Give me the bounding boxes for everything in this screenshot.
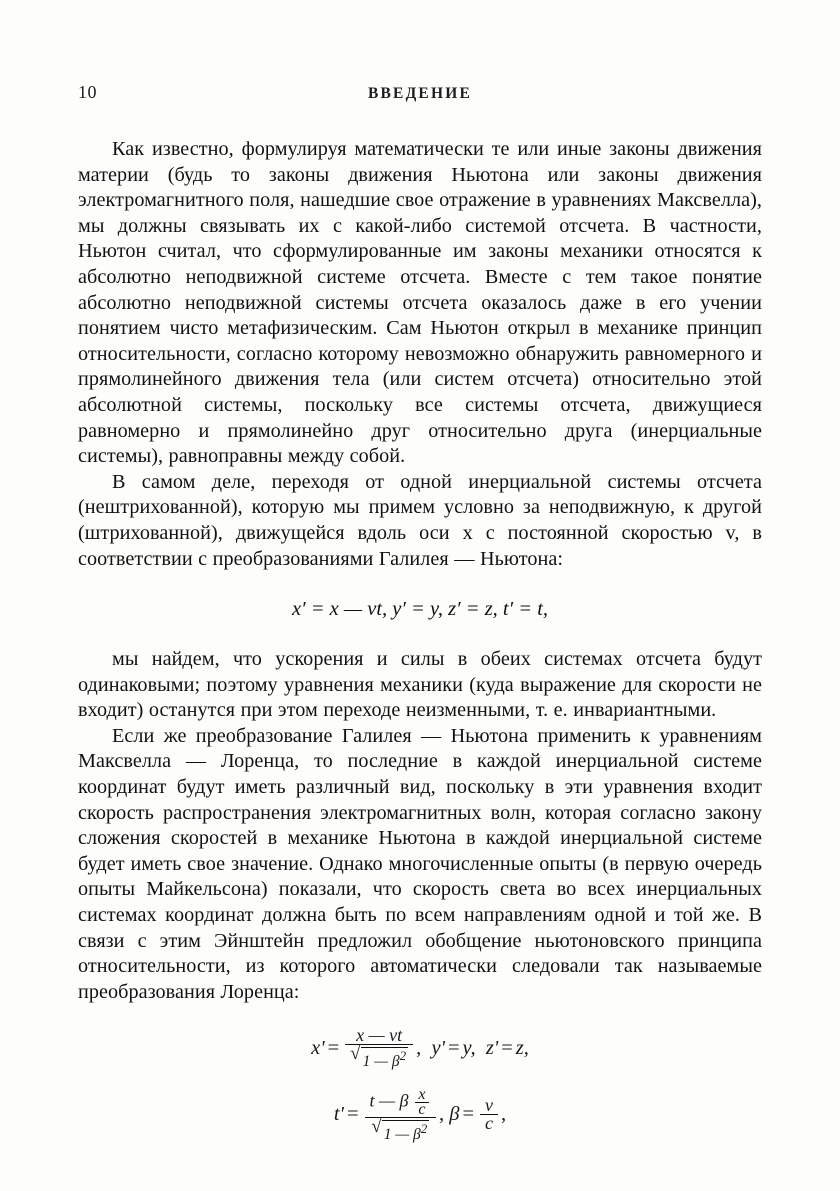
x-over-c-numerator: x: [418, 1085, 426, 1103]
paragraph-4: Если же преобразование Галилея — Ньютона применить к уравнениям Максвелла — Лоренца, то последние в каждой инерциальной системе координат будут иметь различный вид, поскольку в эти уравнения входит скорость распространения электромагнитных волн, которая согласно закону сложения скоростей в механике Ньютона в каждой инерциальной системе будет иметь свое значение. Однако многочисленные опыты (в первую очередь опыты Майкельсона) показали, что скорость света во всех инерциальных системах координат должна быть по всем направлениям одной и той же. В связи с этим Эйнштейн предложил обобщение ньютоновского принципа относительности, из которого автоматически следовали так называемые преобразования Лоренца:: [78, 724, 762, 1003]
lorentz-x-numerator: x — vt: [356, 1025, 403, 1046]
paragraph-1: Как известно, формулируя математически те или иные законы движения материи (будь то законы движения Ньютона или законы движения электромагнитного поля, нашедшие свое отражение в уравнениях Максвелла), мы должны связывать их с какой-либо системой отсчета. В частности, Ньютон считал, что сформулированные им законы механики относятся к абсолютно неподвижной системе отсчета. Вместе с тем такое понятие абсолютно неподвижной системы отсчета оказалось даже в его учении понятием чисто метафизическим. Сам Ньютон открыл в механике принцип относительности, согласно которому невозможно обнаружить равномерного и прямолинейного движения тела (или систем отсчета) относительно этой абсолютной системы, поскольку все системы отсчета, движущиеся равномерно и прямолинейно друг относительно друга (инерциальные системы), равноправны между собой.: [78, 138, 762, 468]
formula-lorentz-transform: [78, 1027, 762, 1141]
lorentz-z-prime: z': [485, 1036, 499, 1059]
x-over-c-denominator: c: [418, 1100, 426, 1118]
lorentz-t-denominator: [366, 1115, 434, 1143]
comma-3: ,: [501, 1103, 507, 1126]
formula-lorentz-line-1: [78, 1027, 762, 1069]
beta-fraction: [480, 1097, 498, 1132]
equals-sign-3: =: [501, 1036, 513, 1059]
sqrt-group-2: [371, 1115, 429, 1143]
equals-sign-4: =: [346, 1103, 359, 1126]
lorentz-y-prime: y': [431, 1036, 445, 1059]
comma-2: ,: [438, 1103, 450, 1126]
lorentz-z-rhs: z,: [515, 1036, 529, 1059]
radicand-exponent-2: 2: [420, 1120, 428, 1136]
sqrt-group: [350, 1043, 408, 1071]
beta-denominator: c: [485, 1113, 494, 1134]
equals-sign-2: =: [447, 1036, 460, 1059]
radicand-2: [382, 1120, 430, 1142]
lorentz-t-fraction: [365, 1085, 436, 1143]
beta-numerator: v: [485, 1095, 494, 1116]
running-head: [78, 82, 762, 103]
formula-galileo-text: x′ = x — vt, y′ = y, z′ = z, t′ = t,: [291, 598, 549, 621]
equals-sign-5: =: [462, 1103, 475, 1126]
radical-icon-2: √: [371, 1115, 382, 1137]
paragraph-2: В самом деле, переходя от одной инерциальной системы отсчета (нештрихованной), которую мы примем условно за неподвижную, к другой (штрихованной), движущейся вдоль оси x с постоянной скоростью v, в соответствии с преобразованиями Галилея — Ньютона:: [78, 470, 762, 570]
lorentz-y-rhs: y,: [462, 1036, 476, 1059]
lorentz-t-prime: t': [333, 1103, 344, 1126]
radicand-text: 1 — β: [362, 1053, 400, 1071]
chapter-title: ВВЕДЕНИЕ: [367, 85, 473, 102]
lorentz-x-denominator: [345, 1045, 413, 1069]
formula-lorentz-line-2: [78, 1085, 762, 1143]
radicand: [361, 1047, 409, 1069]
beta-symbol: β: [449, 1103, 460, 1126]
formula-galileo-transform: [78, 598, 762, 621]
lorentz-t-numerator-text: t — β: [369, 1090, 409, 1111]
lorentz-x-fraction: [345, 1027, 413, 1069]
comma-1: ,: [416, 1036, 432, 1059]
radical-icon: √: [350, 1043, 361, 1065]
page-content: [78, 82, 762, 1160]
equals-sign: =: [327, 1036, 340, 1059]
radicand-exponent: 2: [399, 1048, 407, 1064]
radicand-text-2: 1 — β: [383, 1125, 421, 1143]
lorentz-x-prime: x': [311, 1036, 325, 1059]
paragraph-3: мы найдем, что ускорения и силы в обеих системах отсчета будут одинаковыми; поэтому уравнения механики (куда выражение для скорости не входит) останутся при этом переходе неизменными, т. е. инвариантными.: [78, 648, 762, 722]
x-over-c-fraction: [415, 1085, 429, 1118]
lorentz-t-numerator: [365, 1085, 436, 1118]
page-number: 10: [78, 82, 97, 102]
